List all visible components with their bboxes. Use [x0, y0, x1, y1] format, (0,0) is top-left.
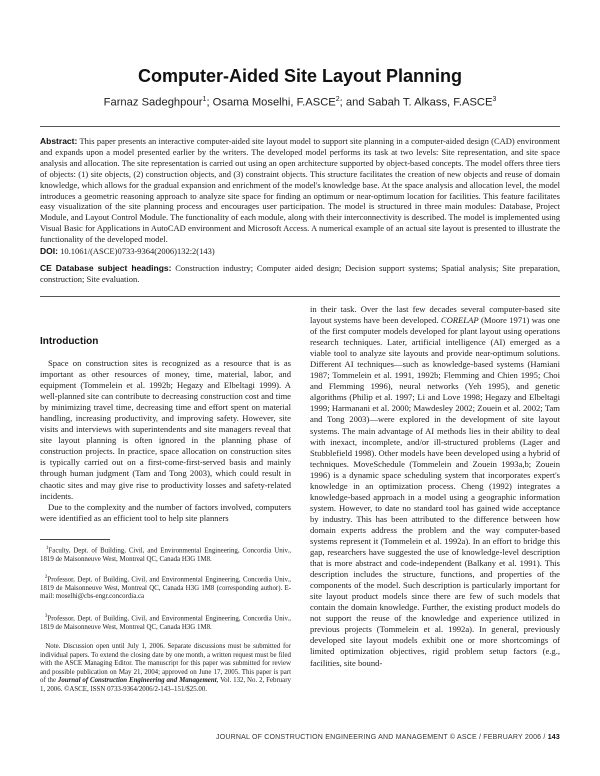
abstract-text: This paper presents an interactive computer-aided site layout model to support site planning in a computer-aided design (CAD) environment and expands upon a model presented earlier by the writers. The developed model performs its task at two levels: Site representation, and site space analysis and allocation. The site representation is carried out using an open architecture supported by object-based concepts. The model offers three tiers of objects: (1) site objects, (2) construction objects, and (3) constraint objects. This structure facilitates the creation of new objects and reuse of domain knowledge, which allows for the gradual expansion and enrichment of the model's knowledge base. At the space analysis and allocation level, the model introduces a geometric reasoning approach to analyze site space for finding an optimum or near-optimum location for facilities. This feature facilitates easy visualization of the site planning process and encourages user participation. The model is structured in three main modules: Database, Project Module, and Layout Control Module. The functionality of each module, along with their interconnectivity is described. The model is implemented using Visual Basic for Applications in AutoCAD environment and Microsoft Access. A numerical example of an actual site layout is presented to illustrate the functionality of the developed model.: [40, 136, 560, 245]
paper-title: Computer-Aided Site Layout Planning: [137, 66, 462, 86]
footnote-3-mark: 3: [44, 614, 48, 619]
author-separator: ;: [206, 96, 213, 109]
author-3-affil: 3: [492, 96, 497, 103]
footnote-1-text: Faculty, Dept. of Building, Civil, and Environmental Engineering, Concordia Univ., 1819 de Maisonneuve West, Montreal QC, Canada H3G 1M8.: [40, 547, 291, 563]
note-journal: Journal of Construction Engineering and Management: [57, 677, 217, 685]
footnote-1-mark: 1: [45, 546, 49, 551]
doi-value[interactable]: 10.1061/(ASCE)0733-9364(2006)132:2(143): [60, 246, 215, 256]
subject-headings-text: Construction industry; Computer aided design; Decision support systems; Spatial analysis; Site preparation, construction; Site evaluation.: [40, 263, 561, 284]
introduction-heading: Introduction: [40, 336, 99, 347]
top-divider: [40, 126, 560, 127]
doi: [40, 246, 560, 256]
footnote-3-text: Professor, Dept. of Building, Civil, and Environmental Engineering, Concordia Univ., 1819 de Maisonneuve West, Montreal QC, Canada H3G 1M8.: [40, 615, 291, 631]
author-line: [0, 96, 600, 109]
footnote-divider: [40, 539, 110, 540]
author-2-affil: 2: [335, 96, 340, 103]
footnote-2-text: Professor, Dept. of Building, Civil, and Environmental Engineering, Concordia Univ., 1819 de Maisonneuve West, Montreal QC, Canada H3G 1M8 (corresponding author). E-mail: moselhi@cbs-engr.concordia.ca: [40, 576, 291, 601]
intro-paragraph-2: Due to the complexity and the number of factors involved, computers were identified as an efficient tool to help site planners: [40, 501, 291, 523]
note-text-b: , Vol. 132, No. 2, February 1, 2006. ©ASCE, ISSN 0733-9364/2006/2-143–151/$25.00.: [40, 677, 291, 693]
author-separator: ;: [339, 96, 346, 109]
footer-journal: JOURNAL OF CONSTRUCTION ENGINEERING AND MANAGEMENT © ASCE / FEBRUARY 2006 /: [216, 734, 548, 741]
abstract-label: Abstract:: [40, 136, 78, 146]
right-text-a: in their task. Over the last few decades several computer-based site layout systems have been developed.: [310, 304, 560, 326]
author-1-affil: 1: [202, 96, 207, 103]
author-1: Farnaz Sadeghpour: [103, 96, 203, 109]
header-divider: [40, 296, 560, 297]
right-text-b: (Moore 1971) was one of the first computer models developed for plant layout using operations research techniques. Later, artificial intelligence (AI) emerged as a viable tool to analyze site layouts and provide near-optimum solutions. Different AI techniques—such as knowledge-based systems (Hamiani 1987; Tommelein et al. 1991, 1992b; Flemming and Chien 1995; Choi and Flemming 1996), neural networks (Yeh 1995), and genetic algorithms (Philip et al. 1997; Li and Love 1998; Hegazy and Elbeltagi 1999; Harmanani et al. 2000; Mawdesley 2002; Zouein et al. 2002; Tam and Tong 2003)—were explored in the development of site layout systems. The main advantage of AI methods lies in their ability to deal with inexact, incomplete, and/or ill-structured problems (Lager and Stubblefield 1998). Other models have been developed using a hybrid of techniques. MoveSchedule (Tommelein and Zouein 1993a,b; Zouein 1996) is a dynamic space scheduling system that incorporates expert's knowledge in an optimization process. Cheng (1992) integrates a knowledge-based approach in a model using a geographic information system. However, to date no standard tool has gained wide acceptance by industry. This has been attributed to the difference between how domain experts address the problem and the way computer-based systems represent it (Tommelein et al. 1992a). In an effort to bridge this gap, researchers have suggested the use of knowledge-level description that is more abstract and code-independent (Balkany et al. 1991). This description includes the structure, functions, and properties of the components of the model. Such description is particularly important for site layout product models since there are few of such models that contain the domain knowledge. Further, the existing product models do not support the reuse of the knowledge and experience utilized in previous projects (Tommelein et al. 1992a). In general, previously developed site layout models exhibit one or more shortcomings of limited optimization objectives, rigid problem setup factors (e.g., facilities, site bound-: [310, 315, 560, 668]
right-column: [310, 304, 560, 669]
footnote-2-mark: 2: [44, 575, 48, 580]
author-2: Osama Moselhi, F.ASCE: [212, 96, 336, 109]
intro-paragraph-1: Space on construction sites is recognized as a resource that is as important as other resources of money, time, material, labor, and equipment (Tommelein et al. 1992b; Hegazy and Elbeltagi 1999). A well-planned site can contribute to decreasing construction cost and time by minimizing travel time, decreasing time and effort spent on material handling, increasing productivity, and improving safety. However, site visits and interviews with superintendents and site managers reveal that site layout planning is often ignored in the planning phase of construction projects. In practice, space allocation on construction sites is typically carried out on a first-come-first-served basis and mainly through human judgment (Tam and Tong 2003), which could result in chaotic sites and may give rise to productivity losses and safety-related incidents.: [40, 358, 291, 501]
abstract: [40, 136, 560, 245]
footnote-3: [40, 613, 291, 632]
subject-headings: [40, 263, 560, 285]
author-3: and Sabah T. Alkass, F.ASCE: [345, 96, 493, 109]
page-number: 143: [547, 734, 560, 741]
left-column: [40, 336, 291, 524]
page-footer: [40, 734, 560, 741]
footnote-2: [40, 574, 291, 602]
note-text-a: Note. Discussion open until July 1, 2006. Separate discussions must be submitted for individual papers. To extend the closing date by one month, a written request must be filed with the ASCE Managing Editor. The manuscript for this paper was submitted for review and possible publication on May 21, 2004; approved on June 17, 2005. This paper is part of the: [40, 643, 291, 685]
subject-headings-label: CE Database subject headings:: [40, 263, 172, 273]
right-column-paragraph: [310, 304, 560, 669]
doi-label: DOI:: [40, 246, 58, 256]
discussion-note: [40, 643, 291, 694]
corelap-term: CORELAP: [440, 315, 479, 326]
footnote-1: [40, 545, 291, 564]
